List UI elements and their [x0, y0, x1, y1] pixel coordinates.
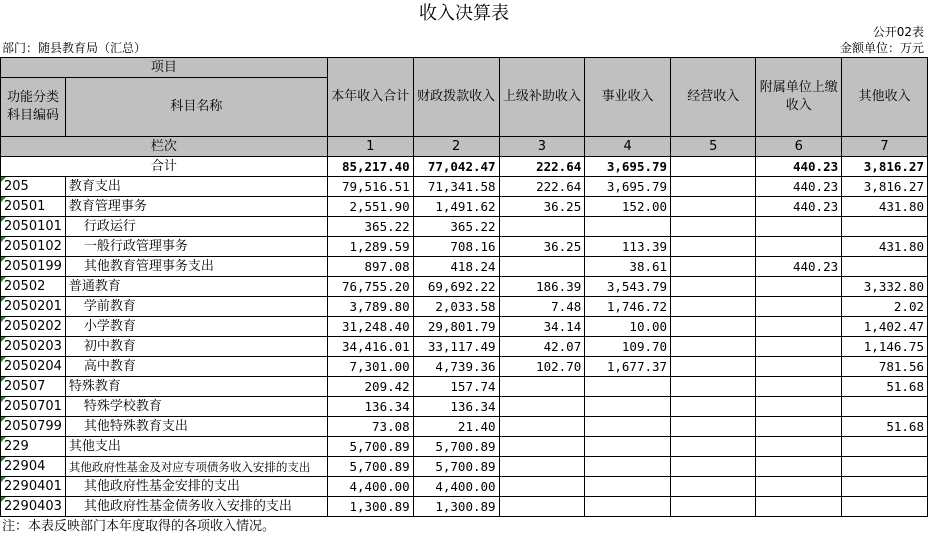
subject-name: 其他政府性基金债务收入安排的支出	[65, 497, 327, 517]
amount-cell: 34.14	[499, 317, 585, 337]
amount-cell: 21.40	[413, 417, 499, 437]
subject-code: 229	[1, 437, 66, 457]
amount-cell	[842, 457, 928, 477]
total-row	[1, 157, 928, 177]
subject-code: 2050201	[1, 297, 66, 317]
amount-cell: 186.39	[499, 277, 585, 297]
subject-name: 其他特殊教育支出	[65, 417, 327, 437]
subject-code: 2050202	[1, 317, 66, 337]
amount-cell	[671, 217, 756, 237]
amount-cell: 365.22	[327, 217, 413, 237]
amount-cell: 209.42	[327, 377, 413, 397]
amount-cell	[585, 477, 671, 497]
amount-cell: 76,755.20	[327, 277, 413, 297]
amount-cell: 42.07	[499, 337, 585, 357]
amount-cell: 440.23	[756, 257, 842, 277]
row-index-cell: 1	[327, 137, 413, 157]
amount-cell	[585, 417, 671, 437]
amount-cell: 3,543.79	[585, 277, 671, 297]
amount-cell: 5,700.89	[413, 457, 499, 477]
header-col-fiscal: 财政拨款收入	[413, 58, 499, 137]
table-row	[1, 177, 928, 197]
subject-name: 教育管理事务	[65, 197, 327, 217]
table-row	[1, 357, 928, 377]
amount-cell	[671, 477, 756, 497]
amount-cell	[756, 237, 842, 257]
amount-cell	[499, 217, 585, 237]
amount-cell: 1,746.72	[585, 297, 671, 317]
amount-cell: 109.70	[585, 337, 671, 357]
subject-code: 2050101	[1, 217, 66, 237]
header-code: 功能分类科目编码	[1, 78, 66, 137]
subject-code: 22904	[1, 457, 66, 477]
subject-code: 2050203	[1, 337, 66, 357]
amount-cell	[671, 257, 756, 277]
amount-cell	[756, 417, 842, 437]
total-cell: 440.23	[756, 157, 842, 177]
subject-name: 一般行政管理事务	[65, 237, 327, 257]
amount-cell	[585, 397, 671, 417]
amount-cell	[842, 497, 928, 517]
amount-cell	[671, 317, 756, 337]
amount-cell	[671, 377, 756, 397]
subject-name: 学前教育	[65, 297, 327, 317]
subject-code: 2050799	[1, 417, 66, 437]
amount-cell	[756, 297, 842, 317]
amount-cell: 157.74	[413, 377, 499, 397]
subject-name: 其他教育管理事务支出	[65, 257, 327, 277]
amount-cell: 51.68	[842, 417, 928, 437]
amount-cell: 4,739.36	[413, 357, 499, 377]
amount-cell: 2,551.90	[327, 197, 413, 217]
amount-cell	[842, 477, 928, 497]
amount-cell	[671, 177, 756, 197]
amount-cell: 29,801.79	[413, 317, 499, 337]
amount-cell: 2,033.58	[413, 297, 499, 317]
subject-name: 其他政府性基金安排的支出	[65, 477, 327, 497]
total-cell: 3,816.27	[842, 157, 928, 177]
amount-cell: 5,700.89	[327, 437, 413, 457]
table-row	[1, 237, 928, 257]
amount-cell: 1,289.59	[327, 237, 413, 257]
table-row	[1, 417, 928, 437]
row-index-cell: 4	[585, 137, 671, 157]
table-row	[1, 437, 928, 457]
amount-cell: 79,516.51	[327, 177, 413, 197]
table-row	[1, 297, 928, 317]
amount-cell: 1,300.89	[327, 497, 413, 517]
amount-cell	[756, 397, 842, 417]
amount-cell	[671, 457, 756, 477]
amount-cell: 2.02	[842, 297, 928, 317]
subject-name: 其他政府性基金及对应专项债务收入安排的支出	[65, 457, 327, 477]
amount-cell	[756, 477, 842, 497]
amount-cell	[842, 217, 928, 237]
amount-cell	[756, 217, 842, 237]
header-col-superior: 上级补助收入	[499, 58, 585, 137]
amount-cell: 7,301.00	[327, 357, 413, 377]
subject-code: 20502	[1, 277, 66, 297]
row-index-cell: 2	[413, 137, 499, 157]
amount-cell	[499, 417, 585, 437]
table-row	[1, 497, 928, 517]
subject-name: 行政运行	[65, 217, 327, 237]
total-cell	[671, 157, 756, 177]
amount-cell	[671, 337, 756, 357]
subject-code: 2050701	[1, 397, 66, 417]
total-cell: 3,695.79	[585, 157, 671, 177]
amount-cell	[756, 317, 842, 337]
total-cell: 222.64	[499, 157, 585, 177]
amount-cell: 73.08	[327, 417, 413, 437]
amount-cell	[499, 437, 585, 457]
amount-cell: 897.08	[327, 257, 413, 277]
subject-code: 2290403	[1, 497, 66, 517]
table-row	[1, 217, 928, 237]
amount-cell	[842, 437, 928, 457]
row-index-cell: 6	[756, 137, 842, 157]
footnote: 注：本表反映部门本年度取得的各项收入情况。	[2, 519, 276, 534]
amount-cell: 1,491.62	[413, 197, 499, 217]
amount-cell: 5,700.89	[327, 457, 413, 477]
amount-cell: 1,402.47	[842, 317, 928, 337]
amount-cell	[756, 357, 842, 377]
row-index-label: 栏次	[1, 137, 328, 157]
amount-cell	[585, 457, 671, 477]
amount-cell	[499, 257, 585, 277]
table-row	[1, 277, 928, 297]
amount-cell	[842, 397, 928, 417]
subject-code: 20507	[1, 377, 66, 397]
amount-cell	[499, 397, 585, 417]
amount-cell: 1,677.37	[585, 357, 671, 377]
amount-cell: 10.00	[585, 317, 671, 337]
amount-cell: 3,816.27	[842, 177, 928, 197]
header-name: 科目名称	[65, 78, 327, 137]
amount-cell	[671, 277, 756, 297]
row-index-cell: 7	[842, 137, 928, 157]
table-row	[1, 337, 928, 357]
amount-cell	[671, 297, 756, 317]
subject-name: 教育支出	[65, 177, 327, 197]
amount-cell	[671, 357, 756, 377]
amount-cell	[671, 417, 756, 437]
subject-code: 2050204	[1, 357, 66, 377]
amount-cell: 38.61	[585, 257, 671, 277]
table-row	[1, 477, 928, 497]
amount-cell: 3,332.80	[842, 277, 928, 297]
subject-name: 初中教育	[65, 337, 327, 357]
amount-cell	[756, 377, 842, 397]
amount-cell	[499, 477, 585, 497]
subject-name: 小学教育	[65, 317, 327, 337]
amount-cell: 71,341.58	[413, 177, 499, 197]
amount-cell: 136.34	[327, 397, 413, 417]
header-col-affiliated: 附属单位上缴收入	[756, 58, 842, 137]
header-col-total: 本年收入合计	[327, 58, 413, 137]
table-row	[1, 317, 928, 337]
amount-cell	[585, 377, 671, 397]
amount-cell	[671, 397, 756, 417]
row-index-cell: 3	[499, 137, 585, 157]
header-col-business: 事业收入	[585, 58, 671, 137]
amount-cell	[671, 237, 756, 257]
amount-unit-label: 金额单位：万元	[839, 41, 924, 55]
amount-cell: 418.24	[413, 257, 499, 277]
amount-cell: 708.16	[413, 237, 499, 257]
amount-cell: 113.39	[585, 237, 671, 257]
table-row	[1, 197, 928, 217]
amount-cell	[756, 497, 842, 517]
table-row	[1, 457, 928, 477]
amount-cell	[671, 497, 756, 517]
amount-cell: 51.68	[842, 377, 928, 397]
income-table	[0, 57, 928, 517]
total-label: 合计	[1, 157, 328, 177]
amount-cell: 440.23	[756, 177, 842, 197]
header-col-other: 其他收入	[842, 58, 928, 137]
amount-cell	[756, 337, 842, 357]
subject-name: 特殊教育	[65, 377, 327, 397]
amount-cell	[499, 377, 585, 397]
amount-cell	[756, 437, 842, 457]
amount-cell	[585, 497, 671, 517]
amount-cell: 440.23	[756, 197, 842, 217]
subject-code: 20501	[1, 197, 66, 217]
total-cell: 85,217.40	[327, 157, 413, 177]
amount-cell: 222.64	[499, 177, 585, 197]
amount-cell: 4,400.00	[413, 477, 499, 497]
amount-cell	[842, 257, 928, 277]
form-number: 公开02表	[872, 25, 924, 39]
amount-cell	[671, 437, 756, 457]
amount-cell: 152.00	[585, 197, 671, 217]
amount-cell	[756, 457, 842, 477]
amount-cell: 1,300.89	[413, 497, 499, 517]
amount-cell: 431.80	[842, 197, 928, 217]
header-item: 项目	[1, 58, 328, 78]
amount-cell	[499, 457, 585, 477]
amount-cell: 36.25	[499, 237, 585, 257]
amount-cell: 5,700.89	[413, 437, 499, 457]
subject-name: 特殊学校教育	[65, 397, 327, 417]
amount-cell: 34,416.01	[327, 337, 413, 357]
row-index-cell: 5	[671, 137, 756, 157]
table-row	[1, 377, 928, 397]
amount-cell	[671, 197, 756, 217]
subject-code: 205	[1, 177, 66, 197]
subject-code: 2050199	[1, 257, 66, 277]
amount-cell: 136.34	[413, 397, 499, 417]
amount-cell	[499, 497, 585, 517]
subject-code: 2050102	[1, 237, 66, 257]
amount-cell: 4,400.00	[327, 477, 413, 497]
amount-cell: 102.70	[499, 357, 585, 377]
amount-cell: 365.22	[413, 217, 499, 237]
amount-cell	[585, 217, 671, 237]
total-cell: 77,042.47	[413, 157, 499, 177]
amount-cell	[756, 277, 842, 297]
table-row	[1, 397, 928, 417]
amount-cell: 1,146.75	[842, 337, 928, 357]
subject-code: 2290401	[1, 477, 66, 497]
amount-cell: 3,695.79	[585, 177, 671, 197]
amount-cell	[585, 437, 671, 457]
amount-cell: 33,117.49	[413, 337, 499, 357]
department-label: 部门：随县教育局（汇总）	[2, 41, 147, 55]
amount-cell: 7.48	[499, 297, 585, 317]
amount-cell: 36.25	[499, 197, 585, 217]
report-title: 收入决算表	[419, 3, 509, 24]
subject-name: 高中教育	[65, 357, 327, 377]
header-col-operating: 经营收入	[671, 58, 756, 137]
amount-cell: 3,789.80	[327, 297, 413, 317]
subject-name: 其他支出	[65, 437, 327, 457]
table-row	[1, 257, 928, 277]
amount-cell: 431.80	[842, 237, 928, 257]
amount-cell: 781.56	[842, 357, 928, 377]
amount-cell: 31,248.40	[327, 317, 413, 337]
subject-name: 普通教育	[65, 277, 327, 297]
amount-cell: 69,692.22	[413, 277, 499, 297]
